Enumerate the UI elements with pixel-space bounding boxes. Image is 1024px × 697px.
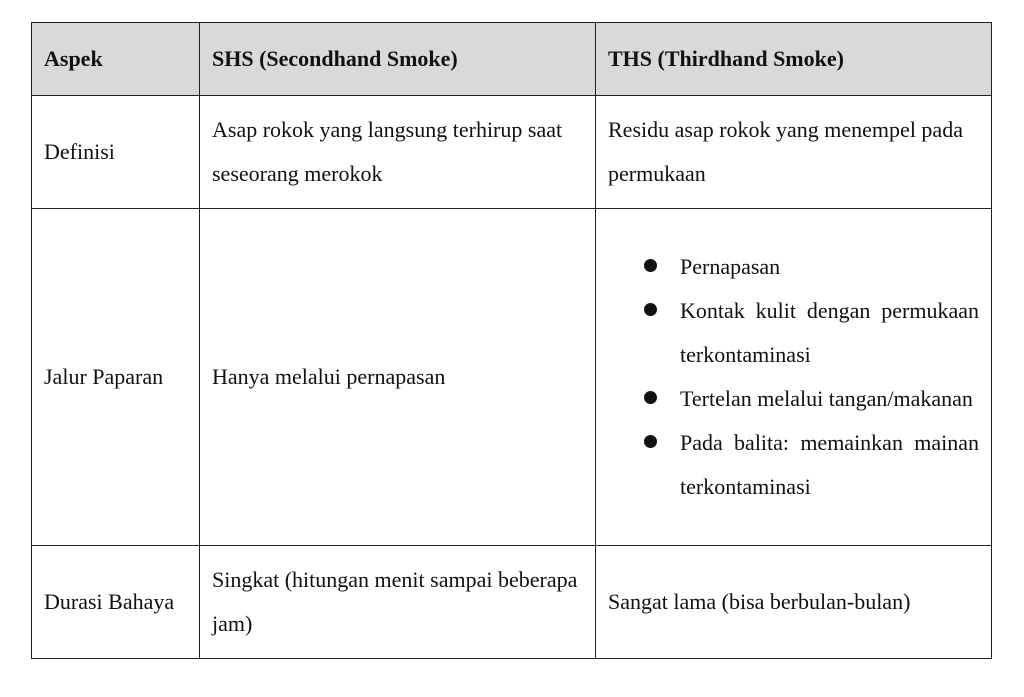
cell-shs-jalur: Hanya melalui pernapasan [200,209,596,546]
table-row-definisi [32,96,992,209]
header-shs: SHS (Secondhand Smoke) [200,23,596,96]
list-item [608,421,979,509]
header-aspek: Aspek [32,23,200,96]
bullet-dot-icon [644,435,657,448]
list-item [608,289,979,377]
header-row [32,23,992,96]
list-item [608,245,979,289]
cell-ths-definisi: Residu asap rokok yang menempel pada permukaan [596,96,992,209]
list-item-text: Pada balita: memainkan mainan terkontaminasi [680,430,979,499]
list-item-text: Pernapasan [680,254,781,279]
comparison-table [31,22,992,659]
bullet-dot-icon [644,303,657,316]
list-item [608,377,979,421]
cell-shs-definisi: Asap rokok yang langsung terhirup saat seseorang merokok [200,96,596,209]
bullet-dot-icon [644,259,657,272]
cell-aspek-definisi: Definisi [32,96,200,209]
cell-aspek-durasi: Durasi Bahaya [32,546,200,659]
cell-ths-durasi: Sangat lama (bisa berbulan-bulan) [596,546,992,659]
header-ths: THS (Thirdhand Smoke) [596,23,992,96]
cell-shs-durasi: Singkat (hitungan menit sampai beberapa jam) [200,546,596,659]
table-row-durasi-bahaya [32,546,992,659]
exposure-route-list [608,245,979,509]
cell-aspek-jalur: Jalur Paparan [32,209,200,546]
bullet-dot-icon [644,391,657,404]
list-item-text: Kontak kulit dengan permukaan terkontaminasi [680,298,979,367]
table-row-jalur-paparan [32,209,992,546]
list-item-text: Tertelan melalui tangan/makanan [680,386,973,411]
cell-ths-jalur [596,209,992,546]
